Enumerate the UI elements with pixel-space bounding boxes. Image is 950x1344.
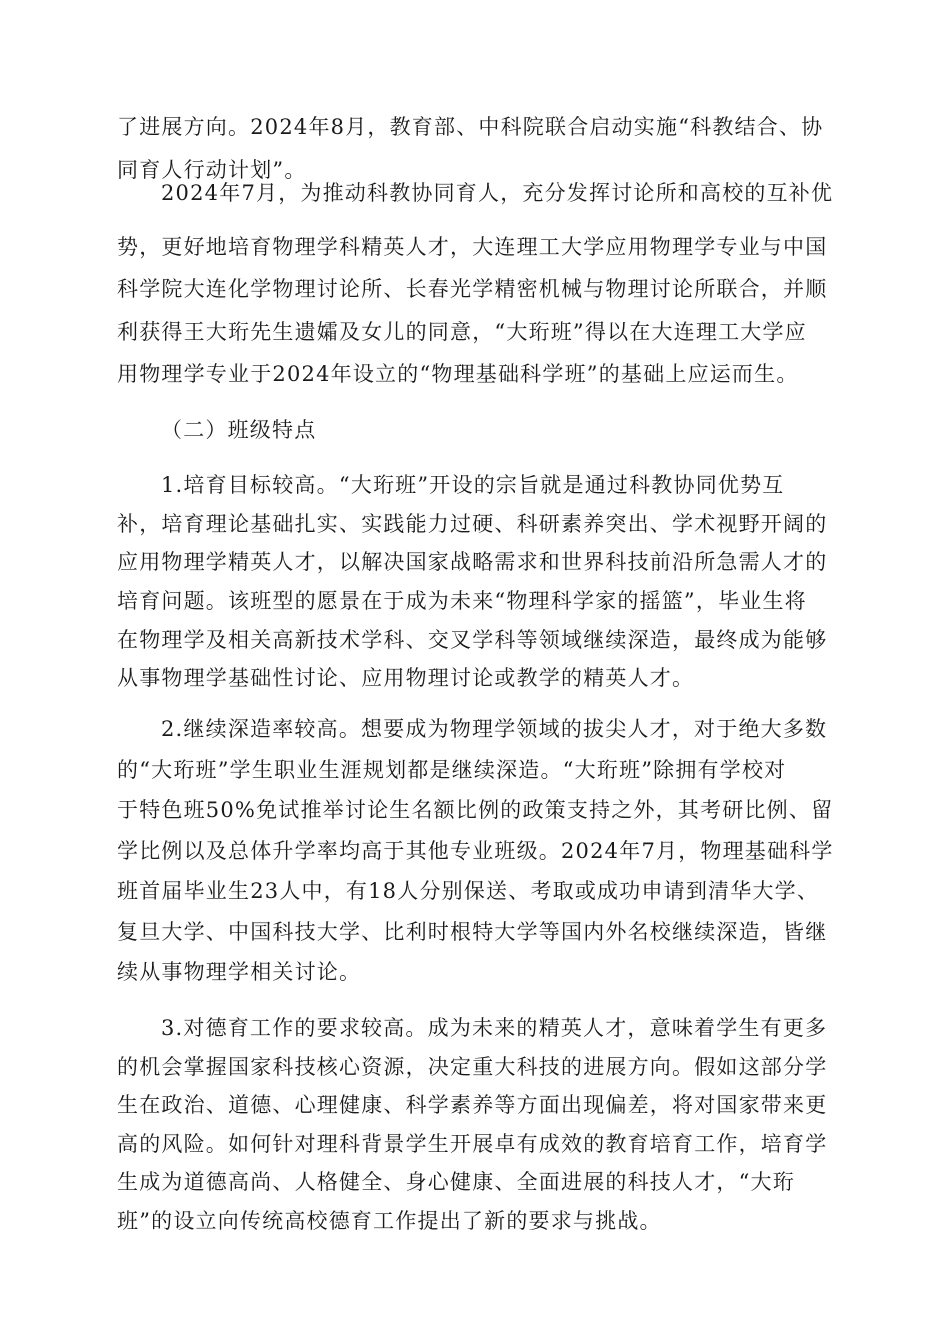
text-line: 的“大珩班”学生职业生涯规划都是继续深造。“大珩班”除拥有学校对 bbox=[117, 758, 787, 782]
text-line: 生在政治、道德、心理健康、科学素养等方面出现偏差，将对国家带来更 bbox=[117, 1093, 828, 1117]
text-line: 复旦大学、中国科技大学、比利时根特大学等国内外名校继续深造，皆继 bbox=[117, 920, 828, 944]
text-line: 从事物理学基础性讨论、应用物理讨论或教学的精英人才。 bbox=[117, 666, 695, 690]
paragraph-first-line: 2024年7月，为推动科教协同育人，充分发挥讨论所和高校的互补优 bbox=[161, 181, 834, 205]
text-line: 了进展方向。2024年8月，教育部、中科院联合启动实施“科教结合、协 bbox=[117, 115, 824, 139]
text-line: 在物理学及相关高新技术学科、交叉学科等领域继续深造，最终成为能够 bbox=[117, 628, 828, 652]
text-line: 学比例以及总体升学率均高于其他专业班级。2024年7月，物理基础科学 bbox=[117, 839, 834, 863]
text-line: 势，更好地培育物理学科精英人才，大连理工大学应用物理学专业与中国 bbox=[117, 235, 828, 259]
text-line: 于特色班50%免试推举讨论生名额比例的政策支持之外，其考研比例、留 bbox=[117, 798, 834, 822]
text-line: 同育人行动计划”。 bbox=[117, 158, 307, 182]
text-line: 补，培育理论基础扎实、实践能力过硬、科研素养突出、学术视野开阔的 bbox=[117, 512, 828, 536]
section-heading: （二）班级特点 bbox=[161, 418, 317, 442]
paragraph-first-line: 1.培育目标较高。“大珩班”开设的宗旨就是通过科教协同优势互 bbox=[161, 473, 785, 497]
paragraph-first-line: 3.对德育工作的要求较高。成为未来的精英人才，意味着学生有更多 bbox=[161, 1016, 828, 1040]
text-line: 用物理学专业于2024年设立的“物理基础科学班”的基础上应运而生。 bbox=[117, 362, 799, 386]
text-line: 的机会掌握国家科技核心资源，决定重大科技的进展方向。假如这部分学 bbox=[117, 1055, 828, 1079]
text-line: 利获得王大珩先生遗孀及女儿的同意，“大珩班”得以在大连理工大学应 bbox=[117, 320, 807, 344]
text-line: 应用物理学精英人才，以解决国家战略需求和世界科技前沿所急需人才的 bbox=[117, 550, 828, 574]
text-line: 班”的设立向传统高校德育工作提出了新的要求与挑战。 bbox=[117, 1209, 662, 1233]
text-line: 续从事物理学相关讨论。 bbox=[117, 960, 362, 984]
text-line: 班首届毕业生23人中，有18人分别保送、考取或成功申请到清华大学、 bbox=[117, 879, 820, 903]
text-line: 生成为道德高尚、人格健全、身心健康、全面进展的科技人才，“大珩 bbox=[117, 1170, 795, 1194]
text-line: 科学院大连化学物理讨论所、长春光学精密机械与物理讨论所联合，并顺 bbox=[117, 277, 828, 301]
text-line: 高的风险。如何针对理科背景学生开展卓有成效的教育培育工作，培育学 bbox=[117, 1132, 828, 1156]
paragraph-first-line: 2.继续深造率较高。想要成为物理学领域的拔尖人才，对于绝大多数 bbox=[161, 717, 828, 741]
text-line: 培育问题。该班型的愿景在于成为未来“物理科学家的摇篮”，毕业生将 bbox=[117, 589, 807, 613]
